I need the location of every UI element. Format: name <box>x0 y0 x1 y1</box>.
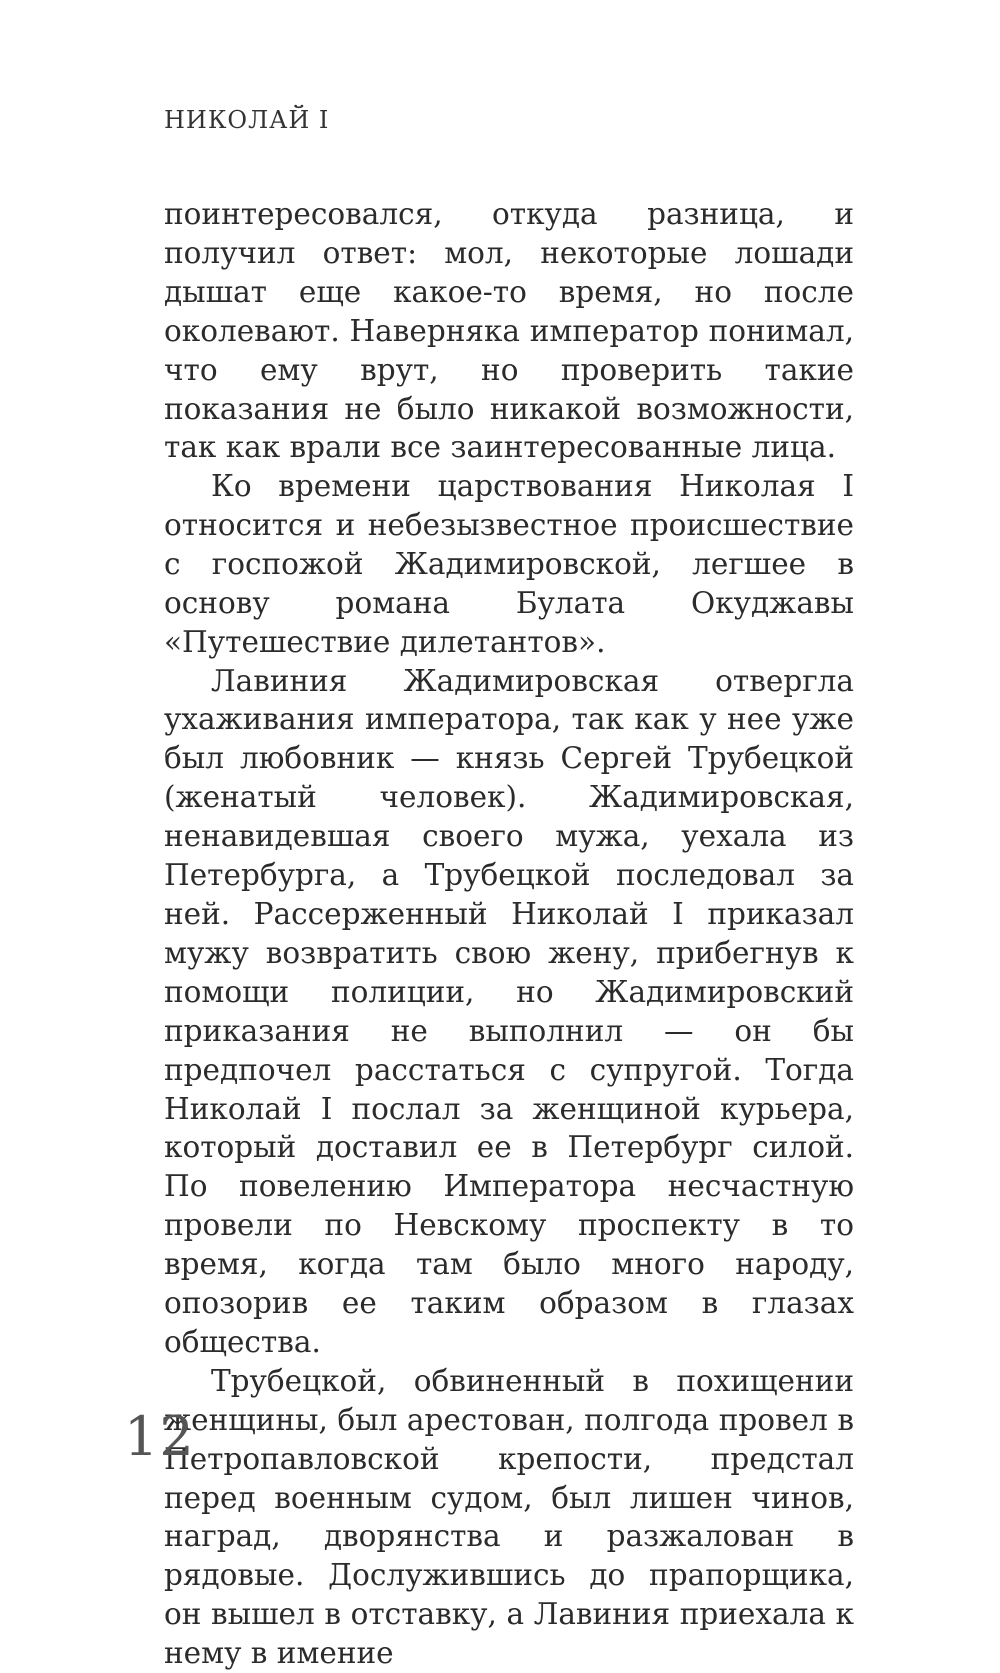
page-number: 12 <box>124 1405 195 1468</box>
running-header-title: НИКОЛАЙ I <box>164 106 330 134</box>
paragraph-okudzhava: Ко времени царствования Николая I относится и небезызвестное происшествие с госпожой Жадимировской, легшее в основу романа Булата Окуджавы «Путешествие дилетантов». <box>164 469 854 659</box>
paragraph-continuation: поинтересовался, откуда разница, и получил ответ: мол, некоторые лошади дышат еще какое-то время, но после околевают. Наверняка император понимал, что ему врут, но проверить такие показания не было никакой возможности, так как врали все заинтересованные лица. <box>164 197 854 465</box>
text-block-main <box>164 467 854 1673</box>
paragraph-trubetskoy: Трубецкой, обвиненный в похищении женщины, был арестован, полгода провел в Петропавловской крепости, предстал перед военным судом, был лишен чинов, наград, дворянства и разжалован в рядовые. Дослужившись до прапорщика, он вышел в отставку, а Лавиния приехала к нему в имение <box>164 1363 854 1671</box>
paragraph-lavinia: Лавиния Жадимировская отвергла ухаживания императора, так как у нее уже был любовник — князь Сергей Трубецкой (женатый человек). Жадимировская, ненавидевшая своего мужа, уехала из Петербурга, а Трубецкой последовал за ней. Рассерженный Николай I приказал мужу возвратить свою жену, прибегнув к помощи полиции, но Жадимировский приказания не выполнил — он бы предпочел расстаться с супругой. Тогда Николай I послал за женщиной курьера, который доставил ее в Петербург силой. По повелению Императора несчастную провели по Невскому проспекту в то время, когда там было много народу, опозорив ее таким образом в глазах общества. <box>164 663 854 1359</box>
text-block-continuation <box>164 195 854 467</box>
